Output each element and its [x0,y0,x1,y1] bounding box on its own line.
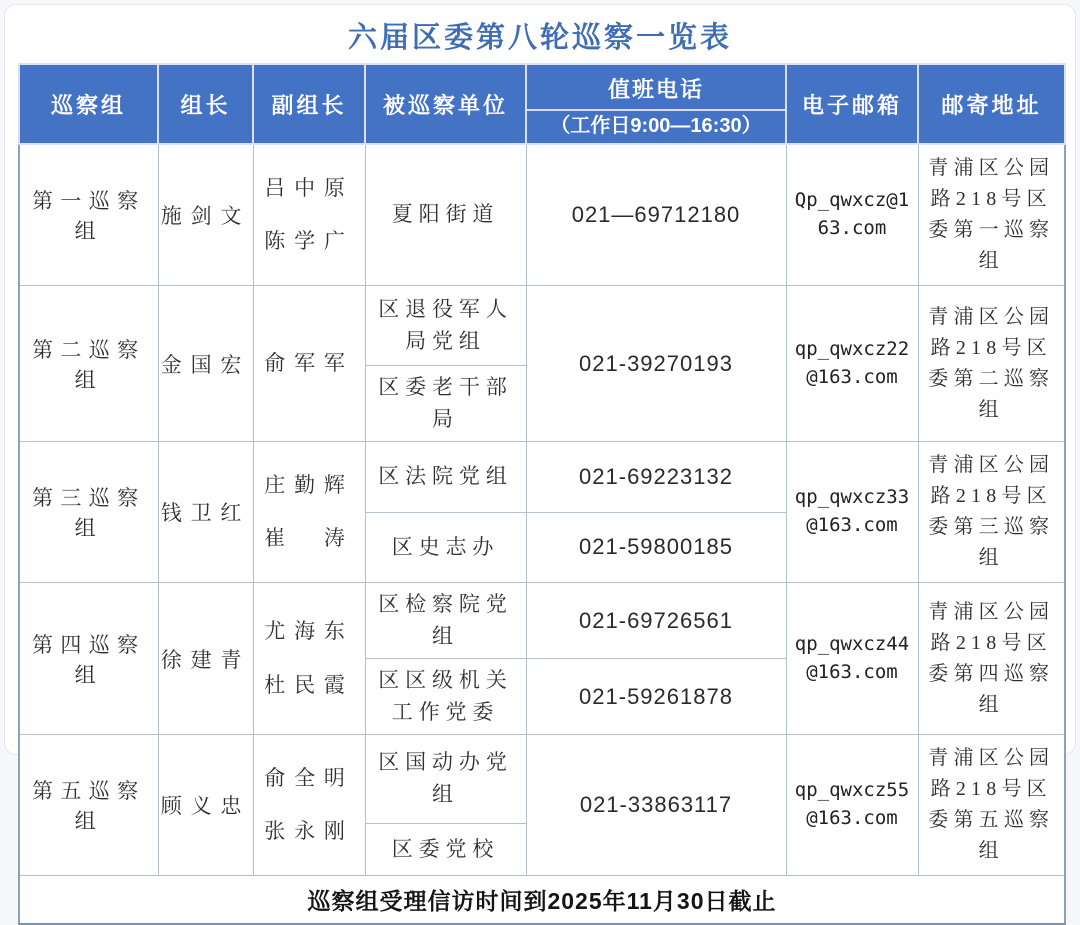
table-row [19,583,1065,659]
table-row [19,144,1065,286]
group-name: 第一巡察组 [19,144,158,286]
mailing-address: 青浦区公园路218号区委第三巡察组 [918,442,1065,583]
duty-phone: 021—69712180 [526,144,786,286]
table-row [19,286,1065,366]
deputy-name-1: 庄勤辉 [264,472,354,497]
deputy-names [253,286,365,442]
table-row [19,735,1065,824]
leader-name: 金国宏 [158,286,253,442]
deputy-names [253,442,365,583]
inspected-unit: 区法院党组 [365,442,526,513]
footer-row [19,876,1065,924]
group-name: 第四巡察组 [19,583,158,735]
email-address: qp_qwxcz44@163.com [786,583,918,735]
group-name: 第二巡察组 [19,286,158,442]
email-address: qp_qwxcz55@163.com [786,735,918,876]
mailing-address: 青浦区公园路218号区委第四巡察组 [918,583,1065,735]
mailing-address: 青浦区公园路218号区委第二巡察组 [918,286,1065,442]
deputy-name-1: 俞军军 [264,350,354,375]
deputy-names [253,144,365,286]
inspected-unit: 区委党校 [365,823,526,875]
col-header-deputy: 副组长 [253,64,365,144]
col-header-address: 邮寄地址 [918,64,1065,144]
leader-name: 施剑文 [158,144,253,286]
duty-phone: 021-39270193 [526,286,786,442]
col-header-unit: 被巡察单位 [365,64,526,144]
col-header-phone [526,64,786,144]
mailing-address: 青浦区公园路218号区委第一巡察组 [918,144,1065,286]
deputy-name-1: 尤海东 [264,619,354,644]
inspection-table [18,63,1066,925]
deputy-names [253,735,365,876]
duty-phone: 021-33863117 [526,735,786,876]
email-address: qp_qwxcz33@163.com [786,442,918,583]
deputy-names [253,583,365,735]
email-address: qp_qwxcz22@163.com [786,286,918,442]
inspected-unit: 区史志办 [365,512,526,583]
deputy-name-2: 陈学广 [264,229,354,253]
leader-name: 钱卫红 [158,442,253,583]
inspected-unit: 夏阳街道 [365,144,526,286]
deputy-name-2: 崔 涛 [264,526,354,550]
inspected-unit: 区国动办党组 [365,735,526,824]
table-row [19,442,1065,513]
deputy-name-1: 俞全明 [264,765,354,790]
duty-phone: 021-69726561 [526,583,786,659]
leader-name: 徐建青 [158,583,253,735]
deputy-name-1: 吕中原 [264,175,354,200]
inspected-unit: 区退役军人局党组 [365,286,526,366]
col-header-group: 巡察组 [19,64,158,144]
inspected-unit: 区委老干部局 [365,366,526,442]
table-header-row [19,64,1065,144]
group-name: 第五巡察组 [19,735,158,876]
phone-header-subLabel: （工作日9:00—16:30） [550,115,762,137]
duty-phone: 021-69223132 [526,442,786,513]
col-header-email: 电子邮箱 [786,64,918,144]
deputy-name-2: 张永刚 [264,819,354,843]
inspection-table-card [4,4,1076,914]
mailing-address: 青浦区公园路218号区委第五巡察组 [918,735,1065,876]
page-title: 六届区委第八轮巡察一览表 [347,22,732,54]
duty-phone: 021-59800185 [526,512,786,583]
col-header-leader: 组长 [158,64,253,144]
leader-name: 顾义忠 [158,735,253,876]
deputy-name-2: 杜民霞 [264,672,354,697]
footer-note: 巡察组受理信访时间到2025年11月30日截止 [19,876,1065,924]
group-name: 第三巡察组 [19,442,158,583]
duty-phone: 021-59261878 [526,659,786,735]
phone-header-label: 值班电话 [527,65,785,111]
inspected-unit: 区区级机关工作党委 [365,659,526,735]
inspected-unit: 区检察院党组 [365,583,526,659]
email-address: Qp_qwxcz@163.com [786,144,918,286]
